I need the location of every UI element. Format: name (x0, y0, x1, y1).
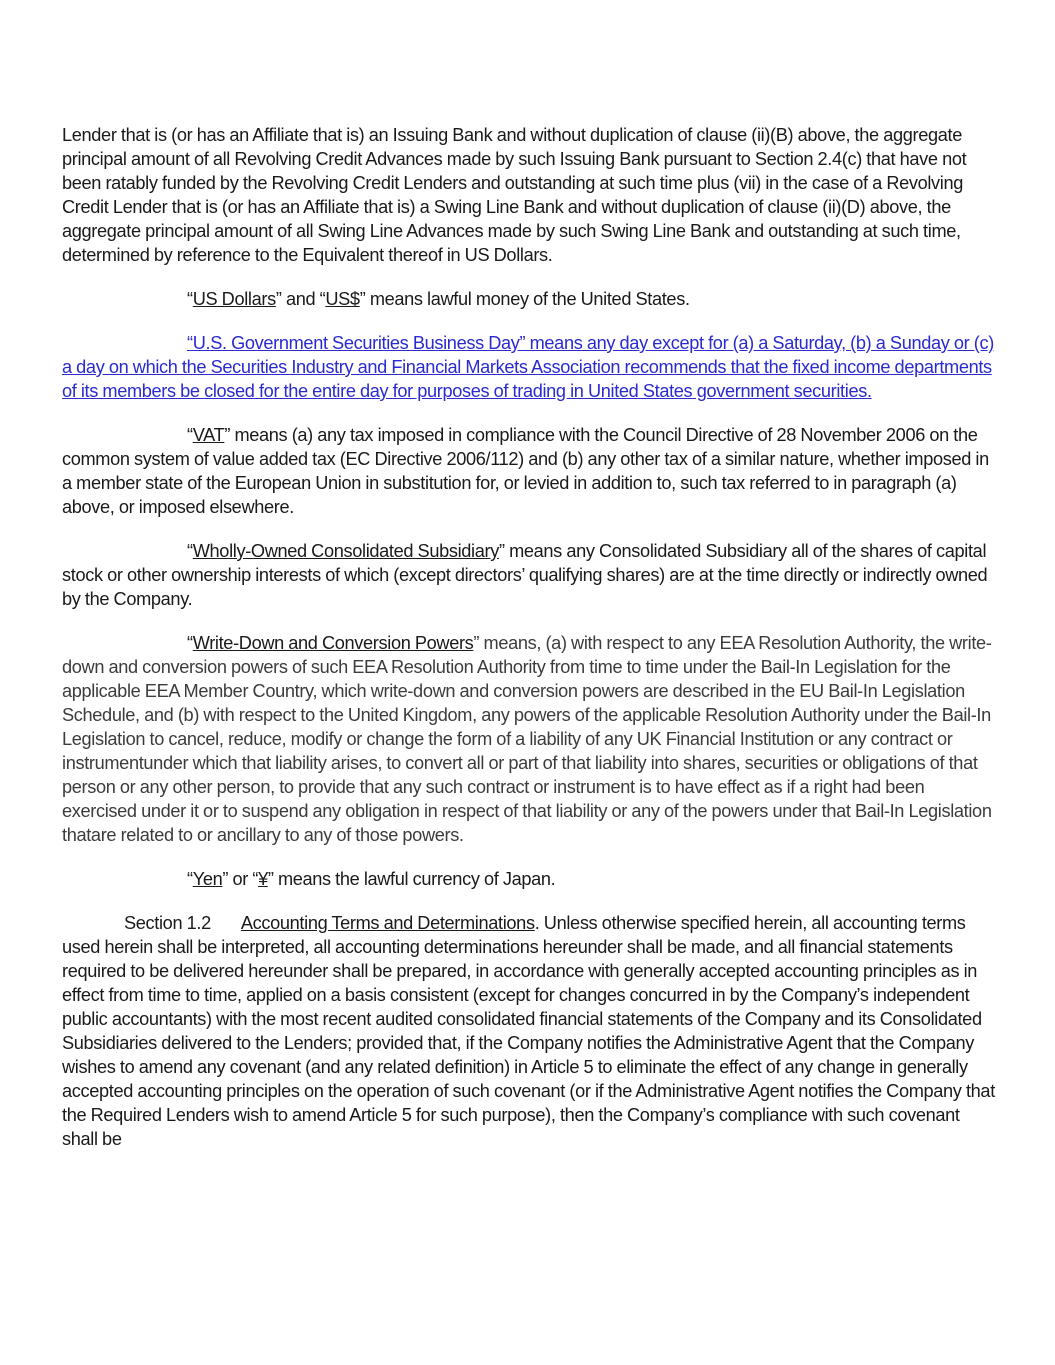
document-page (62, 123, 997, 1171)
definition-text: ” means the lawful currency of Japan. (267, 869, 556, 889)
conjunction-text: ” or “ (222, 869, 259, 889)
conjunction-text: ” and “ (275, 289, 326, 309)
section-number: Section 1.2 (124, 913, 211, 933)
definition-vat (62, 423, 997, 519)
defined-term-us-dollars: US Dollars (192, 289, 276, 309)
quote-open: “ (187, 541, 193, 561)
definition-text: ” means (a) any tax imposed in compliance with the Council Directive of 28 November 2006 on the common system of value added tax (EC Directive 2006/112) and (b) any other tax of a similar nature, whether imposed in a member state of the European Union in substitution for, or levied in addition to, such tax referred to in paragraph (a) above, or imposed elsewhere. (62, 425, 989, 517)
definition-us-dollars (62, 287, 997, 311)
paragraph-lender-continuation (62, 123, 997, 267)
quote-open: “ (187, 633, 193, 653)
defined-term-wholly-owned: Wholly-Owned Consolidated Subsidiary (192, 541, 499, 561)
definition-us-government-securities-business-day (62, 331, 997, 403)
definition-yen (62, 867, 997, 891)
defined-term-yen-symbol: ¥ (258, 869, 268, 889)
definition-text: ” means any Consolidated Subsidiary all of the shares of capital stock or other ownership interests of which (except directors’ qualifying shares) are at the time directly or indirectly owned by the Company. (62, 541, 988, 609)
definition-wholly-owned-consolidated-subsidiary (62, 539, 997, 611)
definition-write-down-and-conversion-powers (62, 631, 997, 847)
defined-term-us-symbol: US$ (325, 289, 360, 309)
quote-open: “ (187, 869, 193, 889)
inserted-text-us-government: “U.S. Government Securities Business Day” means any day except for (a) a Saturday, (b) a Sunday or (c) a day on which the Securities Industry and Financial Markets Association recommends that the fixed income departments of its members be closed for the entire day for purposes of trading in United States government securities. (62, 333, 994, 401)
definition-text: ” means lawful money of the United States. (359, 289, 690, 309)
paragraph-text: Lender that is (or has an Affiliate that is) an Issuing Bank and without duplication of clause (ii)(B) above, the aggregate principal amount of all Revolving Credit Advances made by such Issuing Bank pursuant to Section 2.4(c) that have not been ratably funded by the Revolving Credit Lenders and outstanding at such time plus (vii) in the case of a Revolving Credit Lender that is (or has an Affiliate that is) a Swing Line Bank and without duplication of clause (ii)(D) above, the aggregate principal amount of all Swing Line Advances made by such Swing Line Bank and outstanding at such time, determined by reference to the Equivalent thereof in US Dollars. (62, 125, 967, 265)
section-text: . Unless otherwise specified herein, all accounting terms used herein shall be interpreted, all accounting determinations hereunder shall be made, and all financial statements required to be delivered hereunder shall be prepared, in accordance with generally accepted accounting principles as in effect from time to time, applied on a basis consistent (except for changes concurred in by the Company’s independent public accountants) with the most recent audited consolidated financial statements of the Company and its Consolidated Subsidiaries delivered to the Lenders; provided that, if the Company notifies the Administrative Agent that the Company wishes to amend any covenant (and any related definition) in Article 5 to eliminate the effect of any change in generally accepted accounting principles on the operation of such covenant (or if the Administrative Agent notifies the Company that the Required Lenders wish to amend Article 5 for such purpose), then the Company’s compliance with such covenant shall be (62, 913, 995, 1149)
quote-open: “ (187, 289, 193, 309)
defined-term-vat: VAT (192, 425, 225, 445)
defined-term-yen: Yen (192, 869, 223, 889)
section-heading: Accounting Terms and Determinations (240, 913, 535, 933)
defined-term-write-down: Write-Down and Conversion Powers (192, 633, 474, 653)
quote-open: “ (187, 425, 193, 445)
definition-text: ” means, (a) with respect to any EEA Resolution Authority, the write-down and conversion powers of such EEA Resolution Authority from time to time under the Bail-In Legislation for the applicable EEA Member Country, which write-down and conversion powers are described in the EU Bail-In Legislation Schedule, and (b) with respect to the United Kingdom, any powers of the applicable Resolution Authority under the Bail-In Legislation to cancel, reduce, modify or change the form of a liability of any UK Financial Institution or any contract or instrumentunder which that liability arises, to convert all or part of that liability into shares, securities or obligations of that person or any other person, to provide that any such contract or instrument is to have effect as if a right had been exercised under it or to suspend any obligation in respect of that liability or any of the powers under that Bail-In Legislation thatare related to or ancillary to any of those powers. (62, 633, 992, 845)
section-1-2 (62, 911, 997, 1151)
